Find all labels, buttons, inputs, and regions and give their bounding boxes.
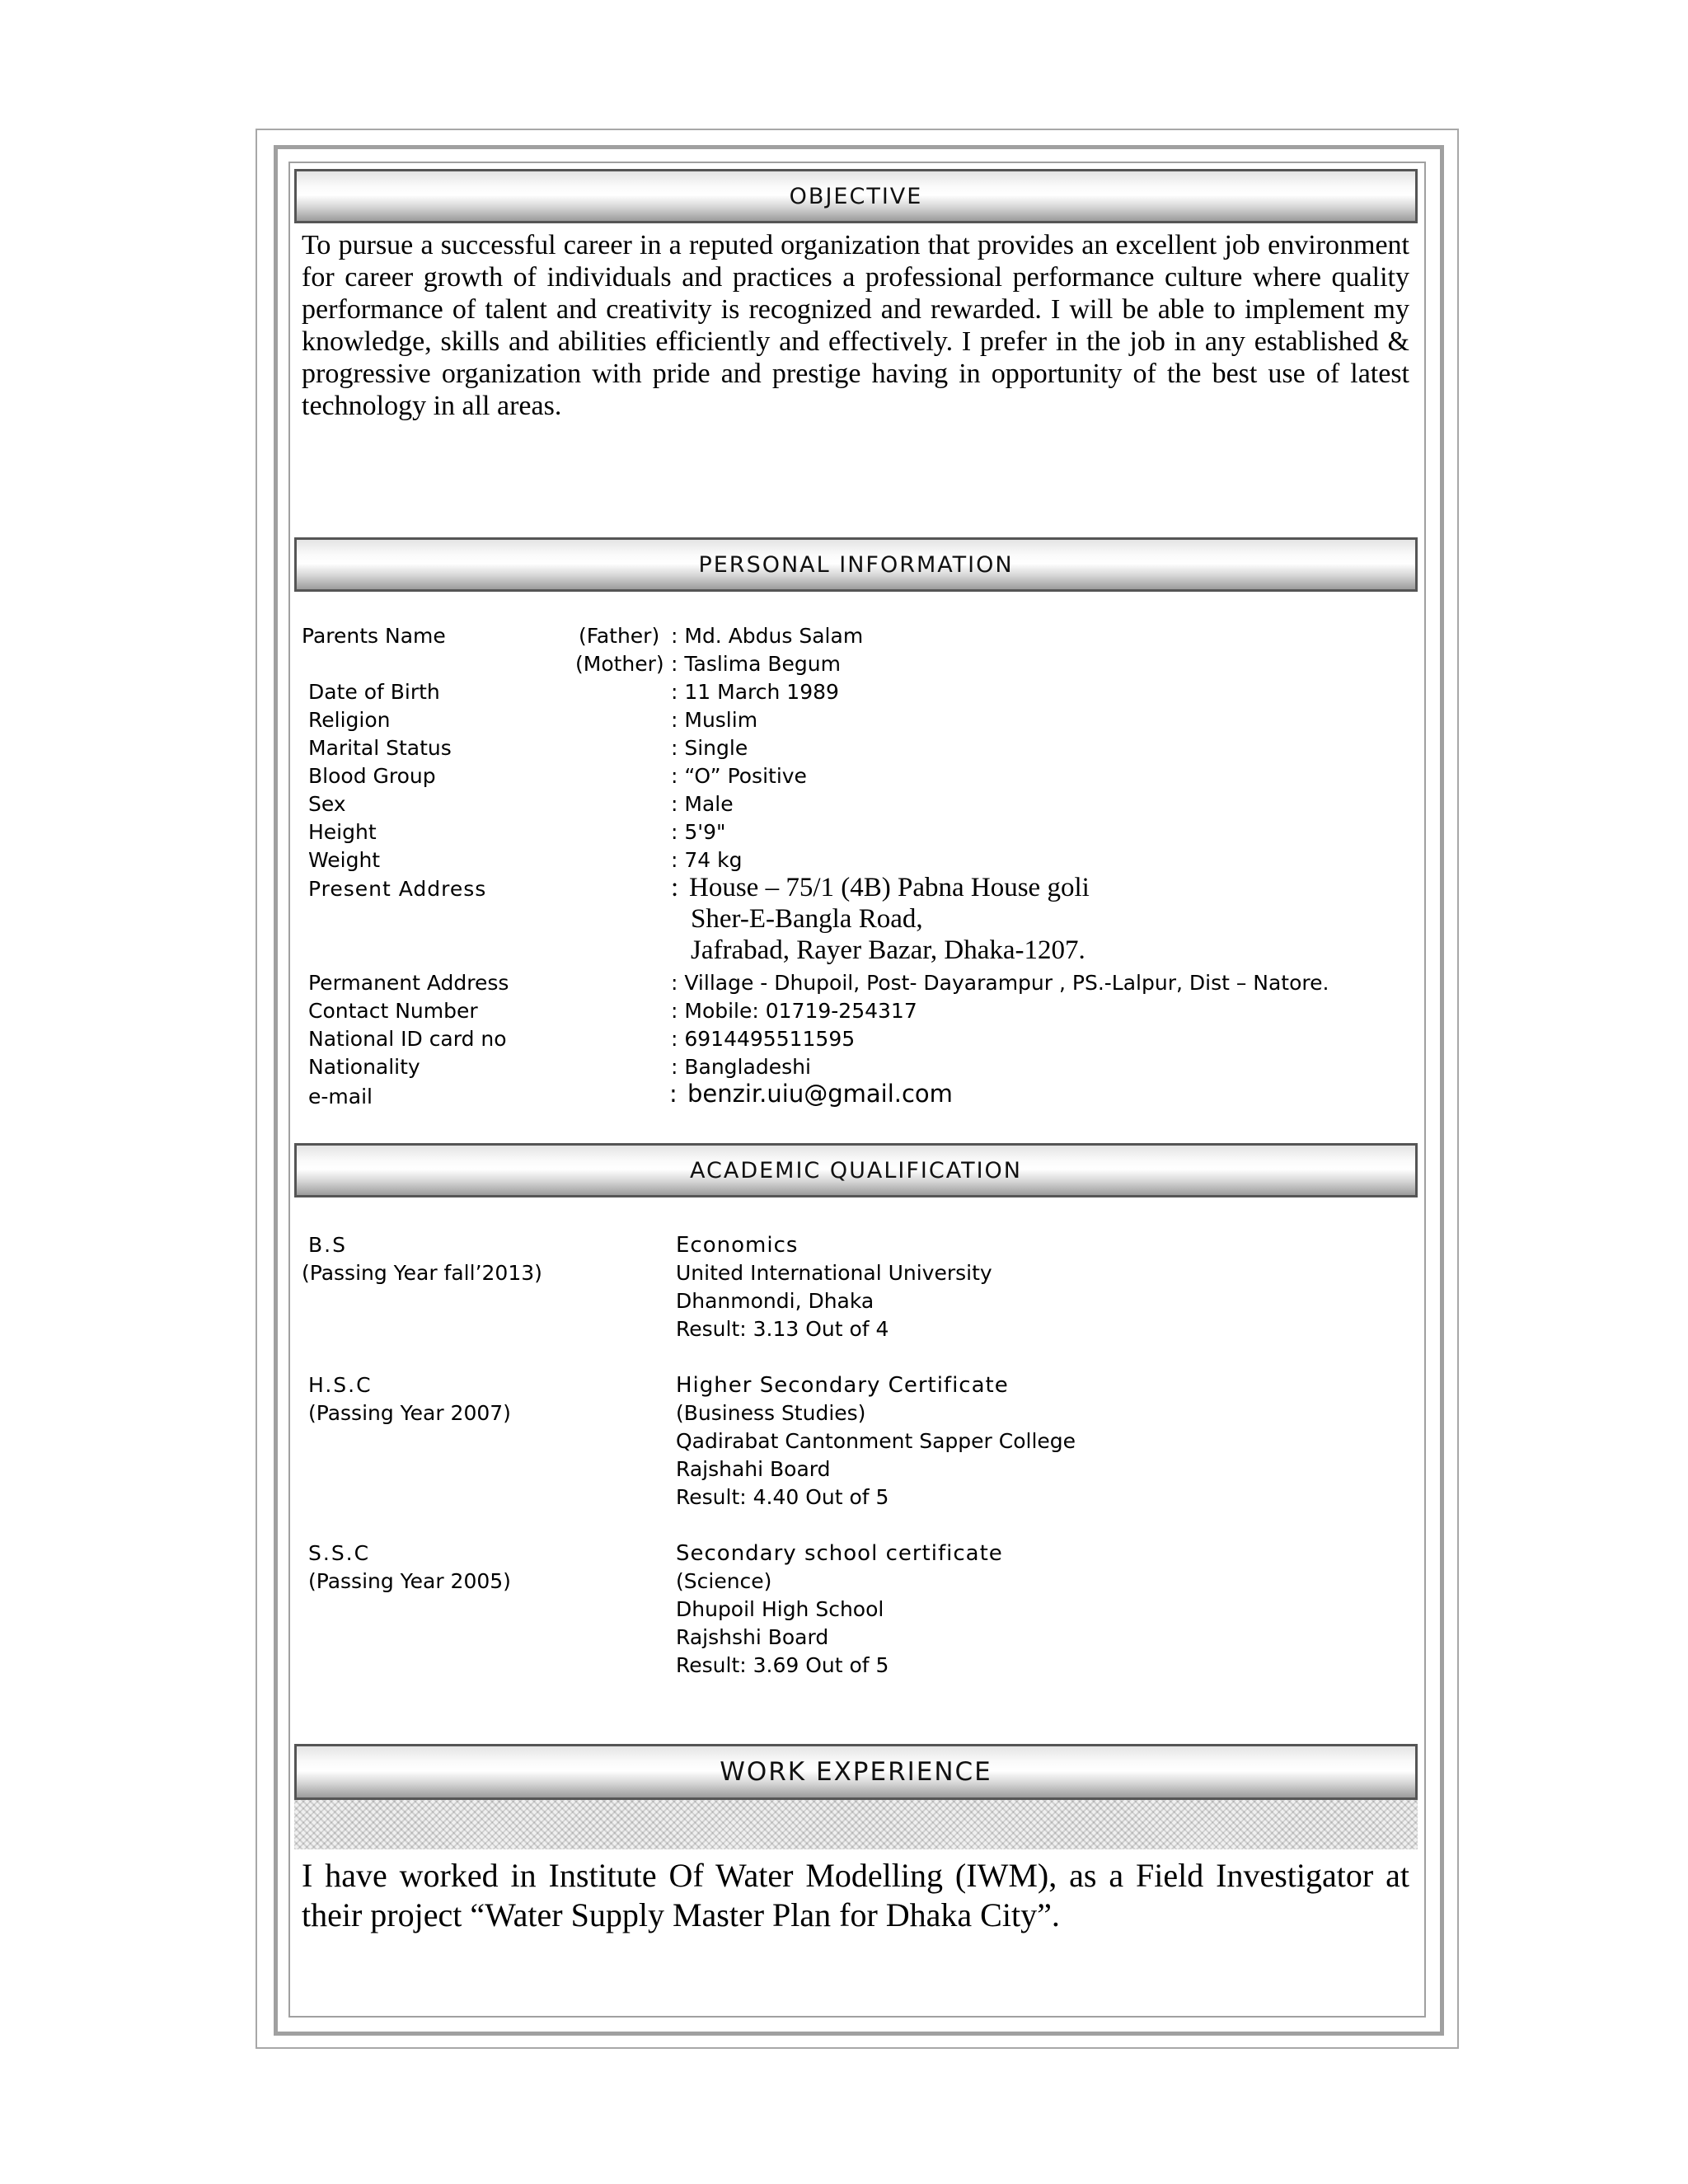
bs-line1: United International University	[676, 1261, 992, 1285]
contact-value: : Mobile: 01719-254317	[671, 999, 917, 1023]
bs-line3: Result: 3.13 Out of 4	[676, 1317, 889, 1341]
present-address-colon: :	[671, 873, 679, 902]
dob-label: Date of Birth	[308, 680, 440, 704]
ssc-line4: Result: 3.69 Out of 5	[676, 1653, 889, 1677]
academic-header: ACADEMIC QUALIFICATION	[294, 1143, 1418, 1197]
hsc-title: Higher Secondary Certificate	[676, 1373, 1009, 1398]
ssc-degree: S.S.C	[308, 1541, 371, 1565]
ssc-line1: (Science)	[676, 1569, 772, 1593]
father-tag: (Father)	[579, 624, 660, 648]
ssc-title: Secondary school certificate	[676, 1541, 1003, 1566]
marital-label: Marital Status	[308, 736, 452, 760]
weight-label: Weight	[308, 848, 381, 872]
father-value: : Md. Abdus Salam	[671, 624, 864, 648]
bs-year: (Passing Year fall’2013)	[302, 1261, 542, 1285]
hsc-line1: (Business Studies)	[676, 1401, 866, 1425]
mother-tag: (Mother)	[575, 652, 664, 676]
email-value[interactable]: benzir.uiu@gmail.com	[687, 1080, 953, 1108]
hsc-year: (Passing Year 2007)	[308, 1401, 511, 1425]
dob-value: : 11 March 1989	[671, 680, 839, 704]
ssc-year: (Passing Year 2005)	[308, 1569, 511, 1593]
work-experience-text: I have worked in Institute Of Water Modelling (IWM), as a Field Investigator at their project “Water Supply Master Plan for Dhaka City”.	[302, 1857, 1409, 1933]
hsc-line2: Qadirabat Cantonment Sapper College	[676, 1429, 1076, 1453]
present-address-line2: Sher-E-Bangla Road,	[691, 904, 923, 934]
personal-info-header: PERSONAL INFORMATION	[294, 537, 1418, 592]
religion-value: : Muslim	[671, 708, 758, 732]
email-colon: :	[669, 1080, 678, 1108]
weight-value: : 74 kg	[671, 848, 743, 872]
parents-label: Parents Name	[302, 624, 446, 648]
objective-header: OBJECTIVE	[294, 169, 1418, 223]
permanent-address-value: : Village - Dhupoil, Post- Dayarampur , PS.-Lalpur, Dist – Natore.	[671, 971, 1329, 995]
nationality-label: Nationality	[308, 1055, 420, 1079]
bs-degree: B.S	[308, 1233, 347, 1257]
present-address-label: Present Address	[308, 877, 487, 901]
bs-line2: Dhanmondi, Dhaka	[676, 1289, 874, 1313]
objective-text: To pursue a successful career in a reputed organization that provides an excellent job environment for career growth of individuals and practices a professional performance culture where quality performance of talent and creativity is recognized and rewarded. I will be able to implement my knowledge, skills and abilities efficiently and effectively. I prefer in the job in any established & progressive organization with pride and prestige having in opportunity of the best use of latest technology in all areas.	[302, 230, 1409, 421]
nid-label: National ID card no	[308, 1027, 507, 1051]
present-address-line3: Jafrabad, Rayer Bazar, Dhaka-1207.	[691, 935, 1085, 965]
hatched-band	[294, 1800, 1418, 1849]
permanent-address-label: Permanent Address	[308, 971, 509, 995]
mother-value: : Taslima Begum	[671, 652, 841, 676]
sex-label: Sex	[308, 792, 346, 816]
nid-value: : 6914495511595	[671, 1027, 856, 1051]
sex-value: : Male	[671, 792, 734, 816]
height-label: Height	[308, 820, 377, 844]
marital-value: : Single	[671, 736, 748, 760]
hsc-degree: H.S.C	[308, 1373, 373, 1397]
blood-label: Blood Group	[308, 764, 436, 788]
religion-label: Religion	[308, 708, 391, 732]
ssc-line3: Rajshshi Board	[676, 1625, 829, 1649]
contact-label: Contact Number	[308, 999, 478, 1023]
ssc-line2: Dhupoil High School	[676, 1597, 884, 1621]
present-address-line1: House – 75/1 (4B) Pabna House goli	[689, 873, 1090, 902]
nationality-value: : Bangladeshi	[671, 1055, 811, 1079]
hsc-line4: Result: 4.40 Out of 5	[676, 1485, 889, 1509]
blood-value: : “O” Positive	[671, 764, 807, 788]
email-label: e-mail	[308, 1085, 373, 1108]
work-experience-header: WORK EXPERIENCE	[294, 1744, 1418, 1800]
bs-title: Economics	[676, 1233, 799, 1258]
hsc-line3: Rajshahi Board	[676, 1457, 831, 1481]
height-value: : 5'9"	[671, 820, 726, 844]
